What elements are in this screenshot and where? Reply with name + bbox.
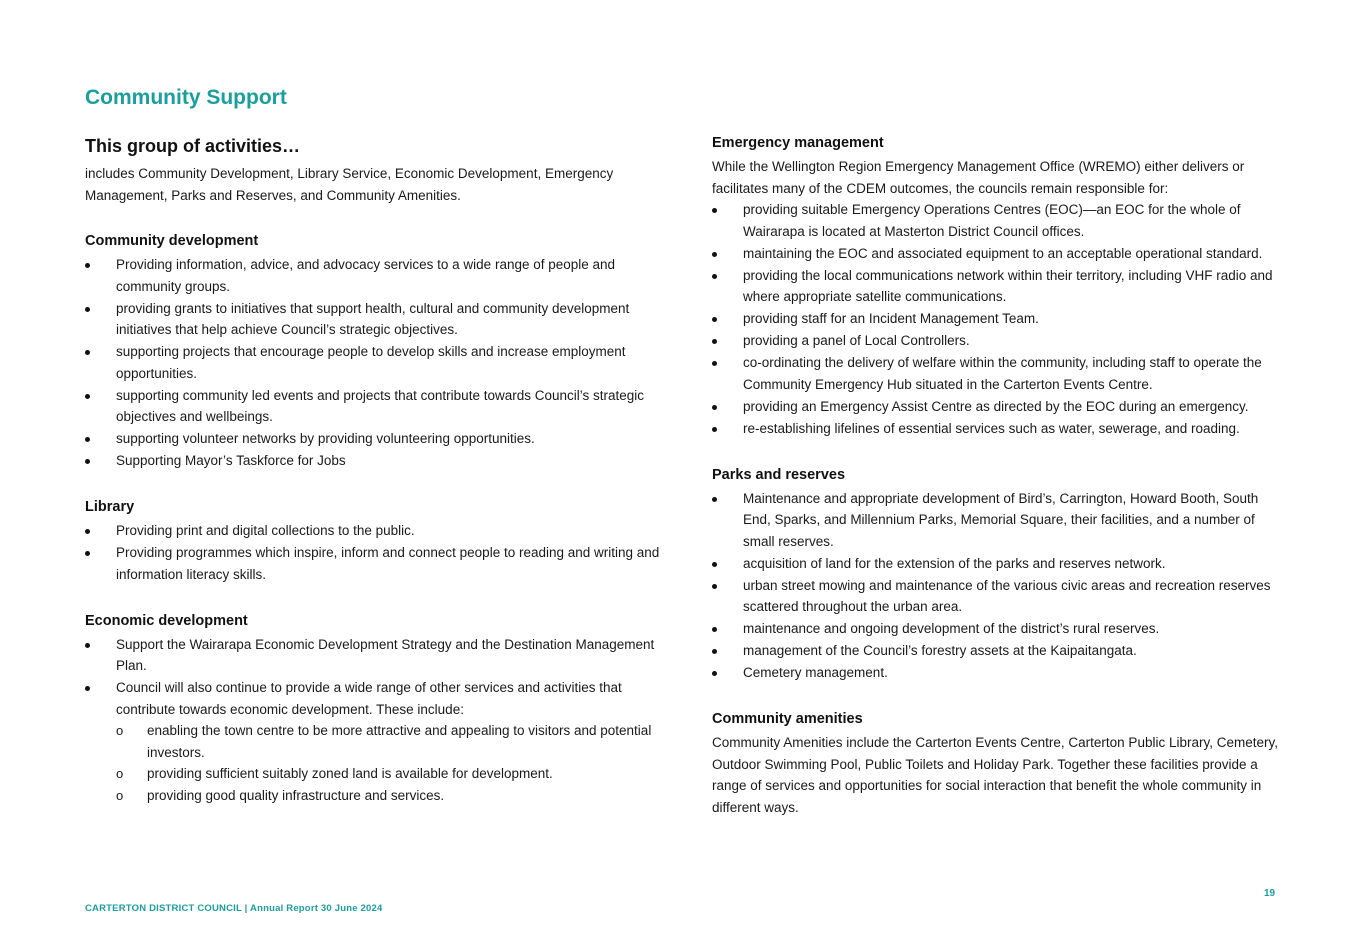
list-item-text: providing staff for an Incident Management Team. [743, 311, 1039, 326]
intro-text: includes Community Development, Library Service, Economic Development, Emergency Management, Parks and Reserves, and Community Amenities. [85, 166, 614, 203]
page-title: Community Support [85, 86, 287, 109]
page-number: 19 [1264, 888, 1276, 899]
list-item-text: maintenance and ongoing development of the district’s rural reserves. [743, 621, 1160, 636]
list-item [712, 308, 1282, 330]
bullet-icon [85, 263, 90, 268]
bullet-icon [712, 427, 717, 432]
sub-list-item-text: enabling the town centre to be more attractive and appealing to visitors and potential investors. [147, 723, 652, 760]
bullet-icon [85, 437, 90, 442]
library-heading: Library [85, 499, 135, 515]
bullet-icon [712, 584, 717, 589]
list-item [85, 542, 660, 585]
community-development-heading: Community development [85, 233, 259, 249]
bullet-icon [85, 686, 90, 691]
list-item-text: management of the Council’s forestry assets at the Kaipaitangata. [743, 643, 1137, 658]
list-item-text: Providing print and digital collections to the public. [116, 523, 415, 538]
list-item-text: providing suitable Emergency Operations Centres (EOC)—an EOC for the whole of Wairarapa is located at Masterton District Council offices. [743, 202, 1241, 239]
bullet-icon [85, 529, 90, 534]
list-item-text: Providing information, advice, and advocacy services to a wide range of people and community groups. [116, 257, 616, 294]
bullet-icon [85, 307, 90, 312]
bullet-icon [712, 317, 717, 322]
list-item [712, 330, 1282, 352]
list-item [712, 418, 1282, 440]
bullet-icon [712, 497, 717, 502]
list-item [712, 488, 1282, 553]
list-item [85, 450, 660, 472]
list-item-text: Supporting Mayor’s Taskforce for Jobs [116, 453, 346, 468]
economic-development-heading: Economic development [85, 612, 248, 629]
community-amenities-text: Community Amenities include the Carterton Events Centre, Carterton Public Library, Cemetery, Outdoor Swimming Pool, Public Toilets and Holiday Park. Together these facilities provide a range of services and opportunities for social interaction that benefit the whole community in different ways. [712, 735, 1278, 815]
list-item-text: providing the local communications network within their territory, including VHF radio and where appropriate satellite communications. [743, 267, 1273, 304]
list-item [85, 428, 660, 450]
sub-bullet-icon: o [116, 787, 124, 803]
bullet-icon [712, 405, 717, 410]
bullet-icon [712, 627, 717, 632]
emergency-management-heading: Emergency management [712, 135, 884, 151]
list-item-text: Providing programmes which inspire, inform and connect people to reading and writing and information literacy skills. [116, 545, 660, 582]
sub-list-item [116, 763, 660, 785]
list-item [85, 520, 660, 542]
sub-bullet-icon: o [116, 766, 124, 781]
list-item [712, 199, 1282, 242]
bullet-icon [85, 551, 90, 556]
sub-list-item-text: providing sufficient suitably zoned land is available for development. [147, 766, 553, 781]
footer: CARTERTON DISTRICT COUNCIL | Annual Report 30 June 2024 [85, 903, 383, 914]
bullet-icon [712, 252, 717, 257]
left-column [85, 136, 660, 807]
list-item [85, 634, 660, 677]
list-item-text: Support the Wairarapa Economic Development Strategy and the Destination Management Plan. [116, 636, 655, 673]
list-item [712, 618, 1282, 640]
list-item-text: providing a panel of Local Controllers. [743, 333, 970, 348]
list-item [712, 575, 1282, 618]
list-item-text: Maintenance and appropriate development of Bird’s, Carrington, Howard Booth, South End, Sparks, and Millennium Parks, Memorial Square, their facilities, and a number of small reserves. [743, 490, 1259, 549]
emergency-management-list [712, 199, 1282, 439]
list-item [85, 254, 660, 297]
bullet-icon [712, 274, 717, 279]
list-item [712, 553, 1282, 575]
list-item-text: re-establishing lifelines of essential services such as water, sewerage, and roading. [743, 420, 1240, 436]
list-item [712, 662, 1282, 684]
economic-development-list [85, 634, 660, 807]
bullet-icon [85, 350, 90, 355]
list-item [712, 396, 1282, 418]
list-item-text: urban street mowing and maintenance of the various civic areas and recreation reserves scattered throughout the urban area. [743, 577, 1271, 614]
list-item-text: co-ordinating the delivery of welfare within the community, including staff to operate the Community Emergency Hub situated in the Carterton Events Centre. [743, 355, 1262, 392]
bullet-icon [712, 649, 717, 654]
sub-list-item-text: providing good quality infrastructure and services. [147, 787, 445, 803]
community-development-list [85, 254, 660, 472]
bullet-icon [85, 643, 90, 648]
bullet-icon [712, 562, 717, 567]
list-item-text: Council will also continue to provide a wide range of other services and activities that contribute towards economic development. These include: [116, 680, 622, 717]
list-item-text: supporting volunteer networks by providing volunteering opportunities. [116, 431, 535, 446]
sub-list-item [116, 720, 660, 763]
intro-heading: This group of activities… [85, 136, 301, 156]
bullet-icon [712, 361, 717, 366]
bullet-icon [712, 339, 717, 344]
parks-reserves-list [712, 488, 1282, 684]
bullet-icon [85, 394, 90, 399]
emergency-intro-text: While the Wellington Region Emergency Management Office (WREMO) either delivers or facilitates many of the CDEM outcomes, the councils remain responsible for: [712, 159, 1245, 196]
list-item-text: Cemetery management. [743, 665, 888, 680]
right-column [712, 133, 1282, 818]
list-item [712, 352, 1282, 395]
list-item-text: acquisition of land for the extension of the parks and reserves network. [743, 555, 1166, 571]
list-item-text: providing grants to initiatives that support health, cultural and community development initiatives that help achieve Council’s strategic objectives. [116, 300, 630, 337]
list-item [85, 341, 660, 384]
list-item [712, 265, 1282, 308]
bullet-icon [85, 459, 90, 464]
economic-development-sublist [116, 720, 660, 806]
list-item-text: supporting projects that encourage people to develop skills and increase employment opportunities. [116, 344, 626, 381]
list-item [85, 677, 660, 806]
list-item [85, 298, 660, 341]
list-item [712, 243, 1282, 265]
sub-bullet-icon: o [116, 723, 124, 738]
parks-reserves-heading: Parks and reserves [712, 466, 846, 483]
community-amenities-heading: Community amenities [712, 711, 863, 727]
sub-list-item [116, 785, 660, 807]
list-item [712, 640, 1282, 662]
list-item-text: supporting community led events and projects that contribute towards Council’s strategic objectives and wellbeings. [116, 387, 645, 424]
bullet-icon [712, 671, 717, 676]
bullet-icon [712, 208, 717, 213]
list-item-text: providing an Emergency Assist Centre as directed by the EOC during an emergency. [743, 398, 1249, 414]
list-item [85, 385, 660, 428]
list-item-text: maintaining the EOC and associated equipment to an acceptable operational standard. [743, 245, 1263, 261]
library-list [85, 520, 660, 585]
